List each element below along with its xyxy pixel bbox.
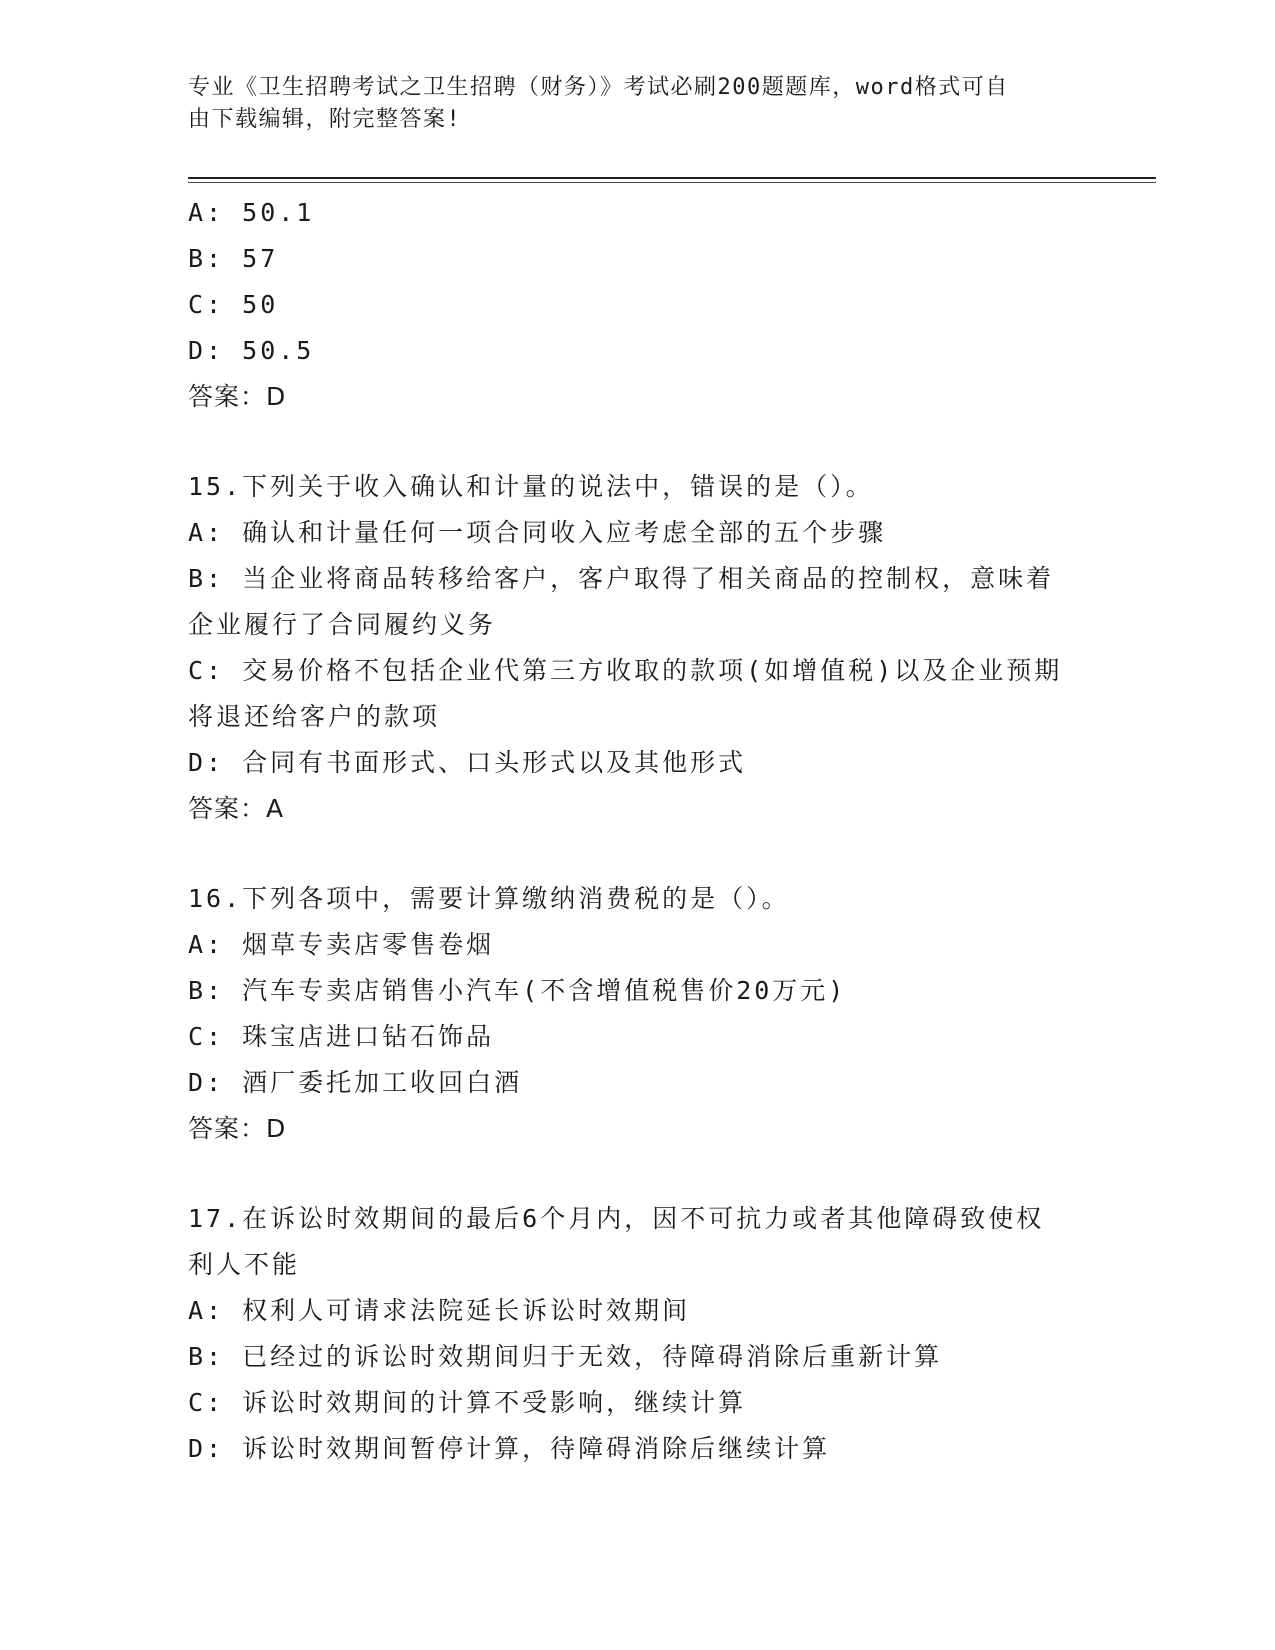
spacer: [188, 420, 1088, 464]
option-b-line-2: 企业履行了合同履约义务: [188, 610, 497, 639]
question-content: [188, 190, 1088, 1472]
answer: 答案：D: [188, 382, 287, 411]
option-b: B: 57: [188, 244, 279, 273]
question-15: [188, 464, 1088, 832]
question-title: 15.下列关于收入确认和计量的说法中，错误的是（）。: [188, 472, 874, 501]
header-line-1: 专业《卫生招聘考试之卫生招聘（财务）》考试必刷200题题库，word格式可自: [188, 75, 1009, 100]
option-c-line-2: 将退还给客户的款项: [188, 702, 441, 731]
option-b-line-1: B: 当企业将商品转移给客户，客户取得了相关商品的控制权，意味着: [188, 564, 1055, 593]
question-title-line-2: 利人不能: [188, 1250, 301, 1279]
option-d: D: 合同有书面形式、口头形式以及其他形式: [188, 748, 747, 777]
option-c: C: 50: [188, 290, 279, 319]
option-a: A: 确认和计量任何一项合同收入应考虑全部的五个步骤: [188, 518, 887, 547]
option-a: A: 烟草专卖店零售卷烟: [188, 930, 495, 959]
option-d: D: 酒厂委托加工收回白酒: [188, 1068, 523, 1097]
spacer: [188, 832, 1088, 876]
question-16: [188, 876, 1088, 1152]
spacer: [188, 1152, 1088, 1196]
header-rule-thin: [188, 182, 1156, 183]
answer: 答案：A: [188, 794, 285, 823]
option-c: C: 诉讼时效期间的计算不受影响，继续计算: [188, 1388, 747, 1417]
option-c-line-1: C: 交易价格不包括企业代第三方收取的款项(如增值税)以及企业预期: [188, 656, 1063, 685]
question-17: [188, 1196, 1088, 1472]
answer: 答案：D: [188, 1114, 287, 1143]
question-title-line-1: 17.在诉讼时效期间的最后6个月内，因不可抗力或者其他障碍致使权: [188, 1204, 1045, 1233]
question-title: 16.下列各项中，需要计算缴纳消费税的是（）。: [188, 884, 790, 913]
question-14-options: [188, 190, 1088, 420]
header-rule-thick: [188, 177, 1156, 179]
option-b: B: 已经过的诉讼时效期间归于无效，待障碍消除后重新计算: [188, 1342, 943, 1371]
option-a: A: 权利人可请求法院延长诉讼时效期间: [188, 1296, 691, 1325]
option-a: A: 50.1: [188, 198, 315, 227]
option-d: D: 50.5: [188, 336, 315, 365]
option-b: B: 汽车专卖店销售小汽车(不含增值税售价20万元): [188, 976, 847, 1005]
option-d: D: 诉讼时效期间暂停计算，待障碍消除后继续计算: [188, 1434, 831, 1463]
header-line-2: 由下载编辑，附完整答案!: [188, 107, 462, 132]
option-c: C: 珠宝店进口钻石饰品: [188, 1022, 495, 1051]
document-header: [188, 72, 1088, 136]
